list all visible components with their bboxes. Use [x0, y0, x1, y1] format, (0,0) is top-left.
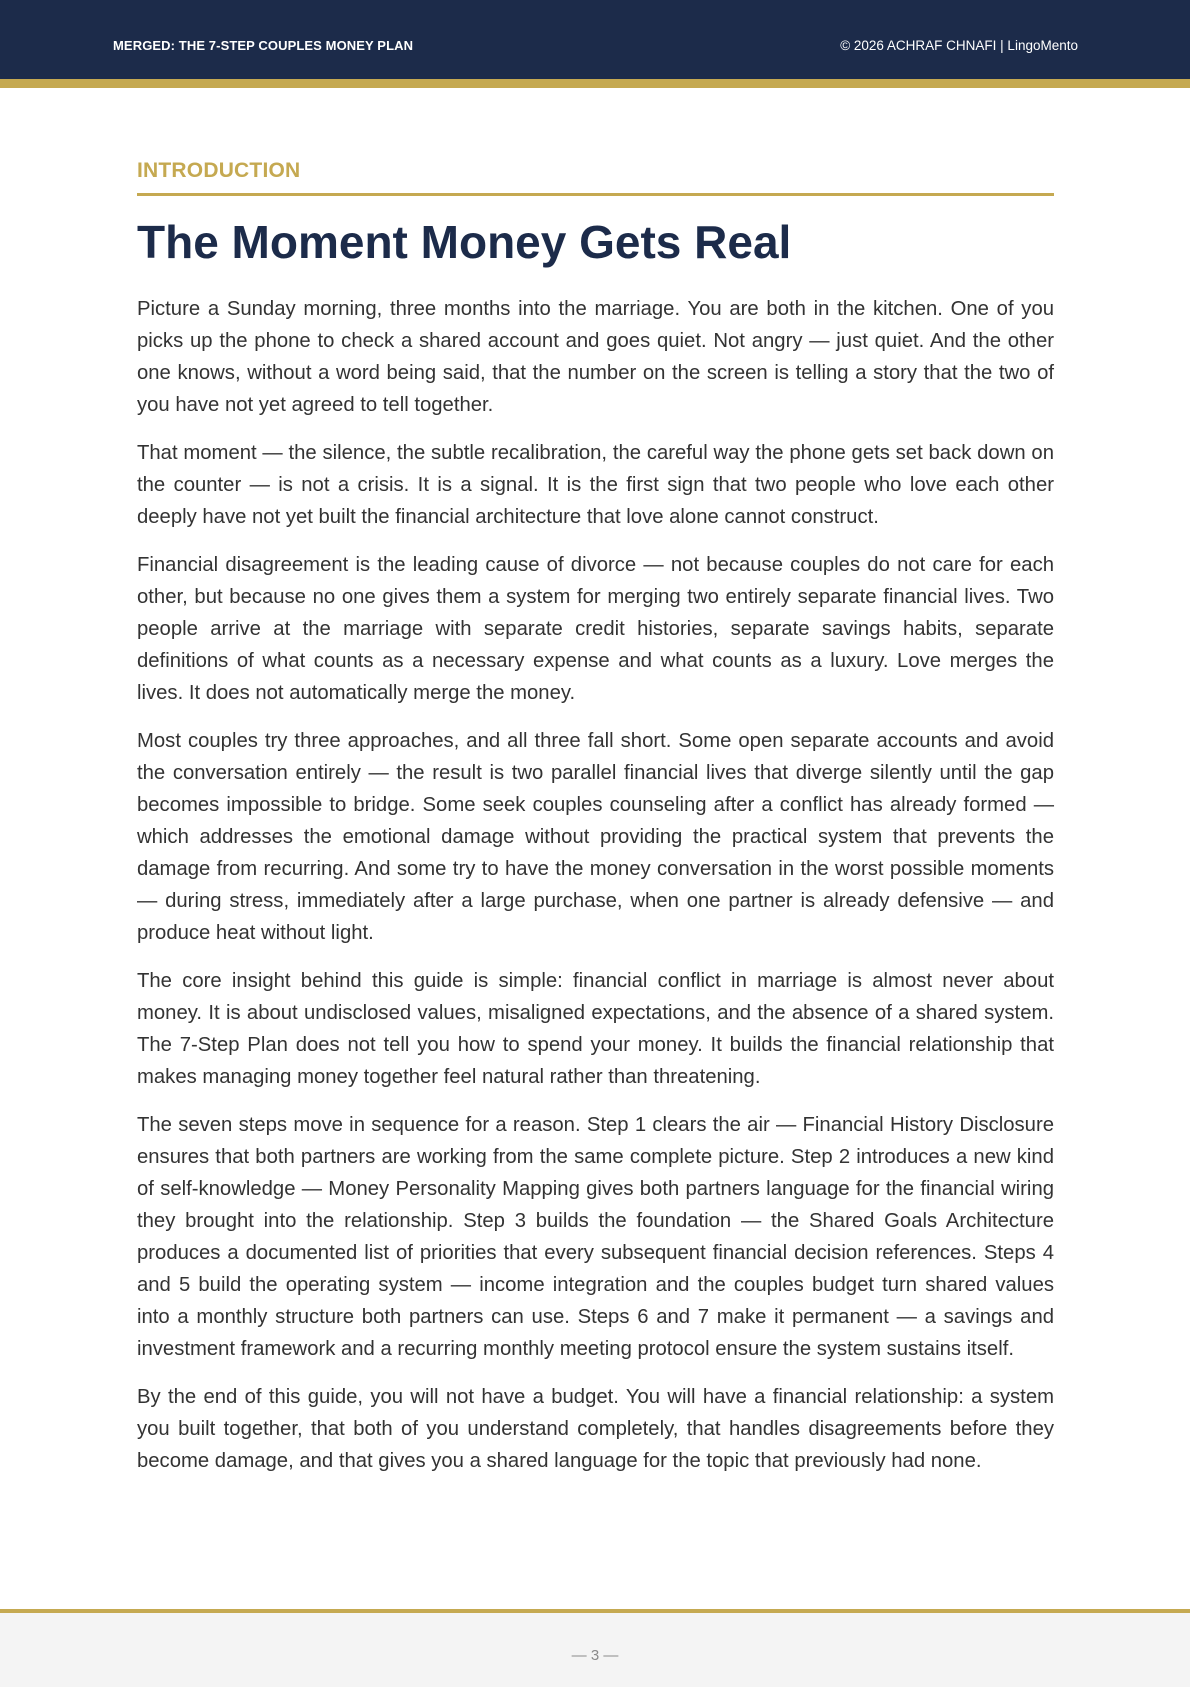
- body-paragraph: That moment — the silence, the subtle recalibration, the careful way the phone gets set back down on the counter — is not a crisis. It is a signal. It is the first sign that two people who love each other deeply have not yet built the financial architecture that love alone cannot construct.: [137, 442, 1054, 528]
- page-header: [0, 0, 1190, 88]
- body-paragraph: The core insight behind this guide is simple: financial conflict in marriage is almost never about money. It is about undisclosed values, misaligned expectations, and the absence of a shared system. The 7-Step Plan does not tell you how to spend your money. It builds the financial relationship that makes managing money together feel natural rather than threatening.: [137, 970, 1054, 1088]
- main-content: [137, 155, 1054, 1493]
- body-paragraph: The seven steps move in sequence for a reason. Step 1 clears the air — Financial History Disclosure ensures that both partners are working from the same complete picture. Step 2 introduces a new kind of self-knowledge — Money Personality Mapping gives both partners language for the financial wiring they brought into the relationship. Step 3 builds the foundation — the Shared Goals Architecture produces a documented list of priorities that every subsequent financial decision references. Steps 4 and 5 build the operating system — income integration and the couples budget turn shared values into a monthly structure both partners can use. Steps 6 and 7 make it permanent — a savings and investment framework and a recurring monthly meeting protocol ensure the system sustains itself.: [137, 1114, 1054, 1360]
- section-label: INTRODUCTION: [137, 155, 1054, 196]
- chapter-title: The Moment Money Gets Real: [137, 216, 792, 268]
- running-title: MERGED: THE 7-STEP COUPLES MONEY PLAN: [113, 38, 414, 53]
- page-footer: [0, 1609, 1190, 1687]
- body-paragraph: By the end of this guide, you will not have a budget. You will have a financial relationship: a system you built together, that both of you understand completely, that handles disagreements before they become damage, and that gives you a shared language for the topic that previously had none.: [137, 1386, 1054, 1472]
- copyright-notice: © 2026 ACHRAF CHNAFI | LingoMento: [840, 38, 1078, 53]
- body-paragraph: Most couples try three approaches, and all three fall short. Some open separate accounts and avoid the conversation entirely — the result is two parallel financial lives that diverge silently until the gap becomes impossible to bridge. Some seek couples counseling after a conflict has already formed — which addresses the emotional damage without providing the practical system that prevents the damage from recurring. And some try to have the money conversation in the worst possible moments — during stress, immediately after a large purchase, when one partner is already defensive — and produce heat without light.: [137, 730, 1054, 944]
- page-number: — 3 —: [571, 1647, 619, 1664]
- body-paragraph: Picture a Sunday morning, three months into the marriage. You are both in the kitchen. One of you picks up the phone to check a shared account and goes quiet. Not angry — just quiet. And the other one knows, without a word being said, that the number on the screen is telling a story that the two of you have not yet agreed to tell together.: [137, 298, 1054, 416]
- body-paragraph: Financial disagreement is the leading cause of divorce — not because couples do not care for each other, but because no one gives them a system for merging two entirely separate financial lives. Two people arrive at the marriage with separate credit histories, separate savings habits, separate definitions of what counts as a necessary expense and what counts as a luxury. Love merges the lives. It does not automatically merge the money.: [137, 554, 1054, 704]
